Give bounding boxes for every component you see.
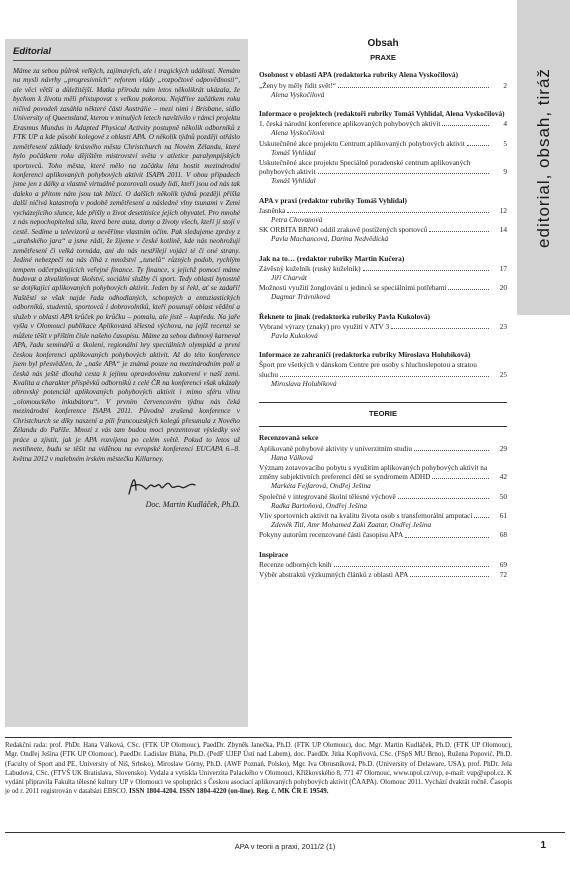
toc-entry-title: Závěsný kuželník (ruský kuželník): [259, 263, 361, 273]
toc-leader: [398, 492, 489, 499]
page-number: 1: [540, 840, 546, 851]
toc-entry-page: 42: [499, 472, 507, 482]
toc-entry[interactable]: [259, 139, 507, 148]
toc-entry-title: Uskutečněné akce projektu Centrum aplikovaných pohybových aktivit: [259, 138, 465, 148]
editorial-box: [5, 39, 248, 727]
toc-entry-page: 29: [499, 443, 507, 453]
section-tab: [517, 0, 570, 315]
toc-entry[interactable]: [259, 264, 507, 273]
toc-section-heading: Inspirace: [259, 549, 289, 559]
toc-entry-author: Zdeněk Titl, Amr Mohamed Zaki Zaatar, Ondřej Ješina: [271, 520, 432, 530]
toc-entry-title: Jasněnka: [259, 205, 286, 215]
toc-entry-title: Aplikované pohybové aktivity v univerzitním studiu: [259, 443, 413, 453]
toc-leader: [442, 119, 489, 126]
toc-section-heading: Recenzovaná sekce: [259, 433, 319, 443]
toc-leader: [363, 264, 489, 271]
toc-entry-author: Petra Chovanová: [271, 215, 323, 225]
toc-entry-title: Vybrané výrazy (znaky) pro využití v ATV 3: [259, 321, 390, 331]
toc-divider: [259, 426, 507, 427]
toc-entry-author: Alena Vyskočilová: [271, 89, 325, 99]
toc-entry-title: Výběr abstraktů výzkumných článků z oblasti APA: [259, 569, 409, 579]
toc-leader: [474, 511, 489, 518]
section-tab-label: editorial, obsah, tiráž: [533, 67, 553, 248]
toc-entry-author: Dagmar Trávníková: [271, 292, 330, 302]
toc-entry-page: 9: [503, 167, 507, 177]
toc-divider: [259, 402, 507, 403]
editorial-body: Máme za sebou půlrok velkých, zajímavých, ale i tragických událostí. Nemám na mysli návrhy „progresivních“ reforem vlády „rozpočtové odpovědnosti“, ale věci větší a důležitější. Matka příroda nám letos několikrát ukázala, že bychom k životu měli přistupovat s velkou pokorou. Nejdříve začátkem roku ničivá povodeň zasáhla některé části Austrálie – mezi nimi i Brisbane, sídlo University of Queensland, kterou v minulých letech navštívilo v rámci projektu Erasmus Mundus in Adapted Physical Activity postupně několik odborníků z FTK UP a kde působí kolegové z oblasti APA. O několik týdnů později otřáslo zemětřesení základy krásného města Christchurch na Novém Zélandu, které bylo počátkem roku dějištěm mistrovství světa v atletice paralympijských sportovců. Toho města, které mělo na začátku léta hostit mezinárodní konferenci aplikovaných pohybových aktivit ISAPA 2011. V obou případech jsme jen z dálky a vlastně virtuálně pozorovali osudy lidí, kteří jsou od nás tak daleko a přitom nám jsou tak blízcí. O dalších několik týdnů později přišla další ničivá katastrofa v podobě zemětřesení a následné vlny tsunami v Zemi vycházejícího slunce, kde přišly o život desetitisíce jejích obyvatel. Pro mnohé z nás nepochopitelná síla, která bere auta, domy a životy všech, kteří jí stojí v cestě. Sedíme u televizorů a nevěříme vlastním očím. Pak sledujeme zprávy z „arabského jara“ a jsme rádi, že žijeme v české kotlině, kde nás neohrožují zemětřesení či velká tornáda, ani do nás nestřílejí vojáci té či oné strany. Jediné nebezpečí na nás číhá z množství „tunelů“ různých podob, rychlým tempem odčerpávajících veřejné finance. Ty finance, s jejichž pomocí máme budovat a zkvalitňovat školství, sociální služby či sport. Tedy oblasti bytostně se dotýkající aplikovaných pohybových aktivit. Jeden by si řekl, ať se zadaří! Naštěstí se však najde řada odhodlaných, schopných a entuziastických odborníků, studentů, sportovců i dobrovolníků, kteří posunují oblast vědění a služeb v oblasti APA krůček po krůčku – pomalu, ale jistě – kupředu. Na jaře vyšla v Olomouci publikace Aplikovaná tělesná výchova, na jejíž recenzi se můžete těšit v příštím čísle našeho časopisu. Máme za sebou dubnový karneval APA, řadu seminářů a školení, regionální hry speciálních olympiád a první českou konferenci aplikovaných pohybových aktivit. Až do této konference jsem byl přesvědčen, že „naše APA“ je známá pouze na mezinárodním poli a česká nás ještě dlouhá cesta k jejímu opravdovému zakotvení v naší zemi. Kvalita a charakter příspěvků odborníků z celé ČR na konferenci však ukázaly obrovský potenciál aplikovaných pohybových aktivit i mimo sféru vlivu „olomouckého inkubátoru“. V prvním červencovém týdnu nás čeká mezinárodní konference ISAPA 2011. Původně zrušená konference v Christchurch se díky naszení a píli francouzských kolegů přesunula z Nového Zélandu do Paříže. Mnozí z vás tam budou moci prezentovat výsledky své práce a zjistit, jak je APA rozvíjena po celém světě. Pokud to letos už nestihnete, budu se těšit na viděnou na evropské konferenci EUCAPA 6.–8. května 2012 v malebném irském městečku Killarney.: [13, 67, 240, 463]
toc-entry-page: 20: [499, 283, 507, 293]
toc-praxe-list: [259, 70, 507, 388]
toc-section-heading: Informace o projektech (redaktoři rubriky Tomáš Vyhlídal, Alena Vyskočilová): [259, 109, 505, 119]
toc-entry[interactable]: [259, 511, 507, 520]
imprint-issn: ISSN 1804-4204. ISSN 1804-4220 (on-line). Reg. č. MK ČR E 19549.: [129, 788, 329, 796]
toc-entry[interactable]: [259, 119, 507, 128]
running-title: APA v teorii a praxi, 2011/2 (1): [234, 842, 336, 851]
toc-entry-author: Jiří Charvát: [271, 273, 307, 283]
toc-entry-page: 4: [503, 119, 507, 129]
toc-section-heading: Informace ze zahraničí (redaktorka rubriky Miroslava Holubíková): [259, 350, 471, 360]
imprint: [5, 737, 512, 797]
editorial-author: Doc. Martin Kudláček, Ph.D.: [145, 500, 240, 510]
toc-entry[interactable]: [259, 570, 507, 579]
toc-leader: [318, 167, 489, 174]
toc-leader: [429, 225, 489, 232]
toc-title: Obsah: [367, 38, 399, 49]
toc-entry-title: Uskutečněné akce projektu Speciálně poradenské centrum aplikovaných pohybových aktivit: [259, 158, 471, 177]
toc-entry-author: Pavla Machancová, Darina Nedvědická: [271, 234, 389, 244]
toc-entry[interactable]: [259, 360, 507, 378]
toc-entry[interactable]: [259, 463, 507, 481]
toc-entry-page: 17: [499, 263, 507, 273]
editorial-heading: Editorial: [13, 46, 240, 61]
toc-entry-page: 68: [499, 530, 507, 540]
toc-entry-author: Hana Válková: [271, 452, 313, 462]
toc-entry[interactable]: [259, 225, 507, 234]
toc-entry-author: Alena Vyskočilová: [271, 128, 325, 138]
table-of-contents: [259, 39, 507, 579]
toc-entry-title: Společné v integrované školní tělesné výchově: [259, 491, 396, 501]
toc-entry-title: Šport pre všetkých v dánskom Centre pre osoby s hluchoslepotou a stratou sluchu: [259, 360, 477, 379]
toc-leader: [405, 531, 489, 538]
toc-entry-page: 69: [499, 559, 507, 569]
toc-entry-page: 72: [499, 569, 507, 579]
signature-image: [123, 472, 203, 498]
toc-part-teorie: TEORIE: [369, 409, 397, 419]
toc-entry-title: Recenze odborných knih: [259, 559, 332, 569]
toc-entry-author: Pavla Kukolová: [271, 331, 318, 341]
toc-entry-page: 50: [499, 491, 507, 501]
toc-entry-author: Tomáš Vyhlídal: [271, 147, 316, 157]
toc-entry[interactable]: [259, 158, 507, 176]
toc-part-praxe: PRAXE: [370, 53, 396, 63]
toc-entry-title: „Ženy by měly řídit svět!“: [259, 80, 336, 90]
toc-entry-title: 1. česká národní konference aplikovaných pohybových aktivit: [259, 119, 441, 129]
toc-entry-page: 14: [499, 225, 507, 235]
toc-leader: [448, 283, 489, 290]
toc-leader: [410, 570, 489, 577]
toc-section-heading: Jak na to… (redaktor rubriky Martin Kučera): [259, 253, 405, 263]
toc-entry[interactable]: [259, 206, 507, 215]
footer-divider: [5, 832, 565, 833]
toc-leader: [338, 81, 489, 88]
toc-teorie-list: [259, 433, 507, 579]
imprint-text: Redakční rada: prof. PhDr. Hana Válková, CSc. (FTK UP Olomouc), PaedDr. Zbyněk Janečka, Ph.D. (FTK UP Olomouc), doc. Mgr. Martin Kudláček, Ph.D. (FTK UP Olomouc), Mgr. Ondřej Ješina (FTK UP Olomouc), PaedDr. Ladislav Bláha, Ph.D. (PedF UJEP Ústí nad Labem), doc. PaedDr. Jitka Kopřivová, CSc. (FSpS MU Brno), Ružena Popović, Ph.D. (Faculty of Sport and PE, University of Niš, Srbsko), Mirosław Górny, Ph.D. (AWF Poznań, Polsko), Mgr. Iva Obrusníková, Ph.D. (University of Delaware, USA), prof. PhDr. Jela Labudová, CSc. (FTVŠ UK Bratislava, Slovensko). Vydala a vytiskla Univerzita Palackého v Olomouci, Křížkovského 8, 771 47 Olomouc, www.upol.cz/vup, e-mail: vup@upol.cz. K vydání připravila Fakulta tělesné kultury UP v Olomouci ve spolupráci s Českou asociací aplikovaných pohybových aktivit (ČAAPA). Olomouc 2011. Vychází dvakrát ročně. Časopis je od r. 2011 registrován v databázi EBSCO.: [5, 742, 512, 796]
toc-entry-title: Pokyny autorům recenzované části časopisu APA: [259, 530, 404, 540]
toc-entry-author: Markéta Fejfarová, Ondřej Ješina: [271, 481, 371, 491]
toc-entry-page: 61: [499, 510, 507, 520]
toc-entry[interactable]: [259, 492, 507, 501]
toc-entry-title: Možnosti využití žonglování u jedinců se speciálními potřebami: [259, 283, 447, 293]
toc-section-heading: Osobnost v oblasti APA (redaktorka rubriky Alena Vyskočilová): [259, 70, 459, 80]
toc-entry[interactable]: [259, 283, 507, 292]
toc-entry-author: Tomáš Vyhlídal: [271, 176, 316, 186]
toc-entry[interactable]: [259, 530, 507, 539]
toc-leader: [334, 560, 489, 567]
toc-entry[interactable]: [259, 560, 507, 569]
toc-leader: [391, 322, 489, 329]
toc-section-heading: APA v praxi (redaktor rubriky Tomáš Vyhlídal): [259, 195, 407, 205]
toc-entry-title: Vliv sportovních aktivit na kvalitu života osob s transfemorální amputací: [259, 510, 473, 520]
toc-entry[interactable]: [259, 444, 507, 453]
toc-entry-author: Miroslava Holubíková: [271, 378, 337, 388]
toc-leader: [414, 444, 489, 451]
toc-entry-page: 25: [499, 369, 507, 379]
toc-entry-page: 5: [503, 138, 507, 148]
toc-entry-author: Radka Bartoňová, Ondřej Ješina: [271, 500, 368, 510]
toc-leader: [432, 472, 489, 479]
toc-entry[interactable]: [259, 322, 507, 331]
toc-leader: [280, 370, 489, 377]
toc-entry-title: Význam zotavovacího pobytu s využitím aplikovaných pohybových aktivit na změny subjektivních preferencí dětí se syndromem ADHD: [259, 462, 488, 482]
toc-entry-page: 23: [499, 321, 507, 331]
toc-entry[interactable]: [259, 81, 507, 90]
toc-section-heading: Řeknete to jinak (redaktorka rubriky Pavla Kukolová): [259, 311, 430, 321]
toc-leader: [467, 139, 489, 146]
toc-entry-page: 12: [499, 205, 507, 215]
toc-entry-title: SK ORBITA BRNO oddíl zrakově postižených sportovců: [259, 225, 428, 235]
toc-leader: [287, 206, 489, 213]
toc-entry-page: 2: [503, 80, 507, 90]
